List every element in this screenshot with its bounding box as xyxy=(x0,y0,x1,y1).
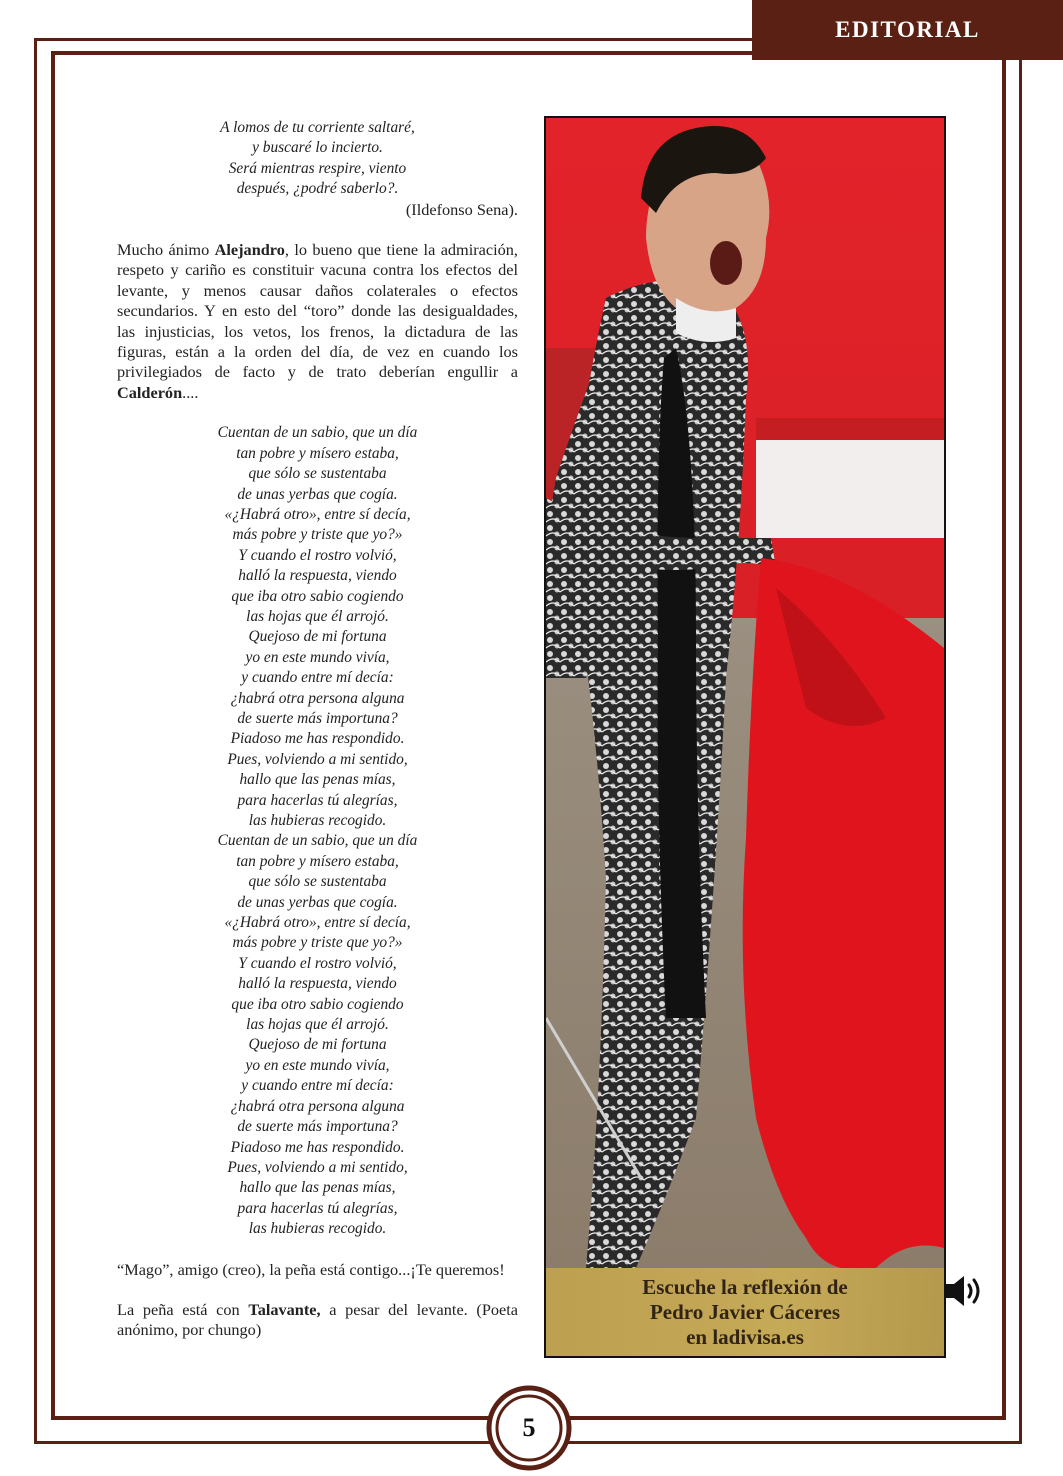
bullfighter-photo xyxy=(544,116,946,1358)
paragraph-text: La peña está con xyxy=(117,1299,249,1319)
verse-line: y cuando entre mí decía: xyxy=(241,669,394,687)
verse-line: ¿habrá otra persona alguna xyxy=(230,689,405,707)
verse-line: las hubieras recogido. xyxy=(248,1220,387,1238)
verse-line: de suerte más importuna? xyxy=(237,709,398,727)
verse-line: y cuando entre mí decía: xyxy=(241,1077,394,1095)
verse-line: Pues, volviendo a mi sentido, xyxy=(227,1158,408,1176)
verse-line: Cuentan de un sabio, que un día xyxy=(217,424,418,442)
paragraph-text: a pesar del levante. (Poeta anónimo, por chungo) xyxy=(117,1299,518,1340)
verse-line: más pobre y triste que yo?» xyxy=(232,934,403,952)
paragraph-text: .... xyxy=(182,382,199,402)
verse-line: para hacerlas tú alegrías, xyxy=(237,1199,398,1217)
verse-line: halló la respuesta, viendo xyxy=(238,567,397,585)
verse-line: tan pobre y mísero estaba, xyxy=(236,444,399,462)
verse-line: Quejoso de mi fortuna xyxy=(248,628,387,646)
section-title: EDITORIAL xyxy=(835,17,980,42)
verse-line: las hojas que él arrojó. xyxy=(246,607,389,625)
verse-line: y buscaré lo incierto. xyxy=(252,139,383,157)
page-number: 5 xyxy=(522,1413,536,1442)
paragraph-talavante xyxy=(117,1300,518,1341)
verse-line: Y cuando el rostro volvió, xyxy=(238,954,397,972)
caption-line: Pedro Javier Cáceres xyxy=(649,1299,841,1324)
verse-line: Piadoso me has respondido. xyxy=(230,730,405,748)
verse-line: Quejoso de mi fortuna xyxy=(248,1036,387,1054)
verse-line: hallo que las penas mías, xyxy=(239,771,396,789)
bullfighter-illustration xyxy=(546,118,944,1356)
verse-line: tan pobre y mísero estaba, xyxy=(236,852,399,870)
intro-verse xyxy=(117,118,518,200)
verse-line: Piadoso me has respondido. xyxy=(230,1138,405,1156)
verse-line: de suerte más importuna? xyxy=(237,1118,398,1136)
verse-line: las hojas que él arrojó. xyxy=(246,1016,389,1034)
verse-line: que sólo se sustentaba xyxy=(248,465,387,483)
verse-line: para hacerlas tú alegrías, xyxy=(237,791,398,809)
verse-line: ¿habrá otra persona alguna xyxy=(230,1097,405,1115)
verse-line: A lomos de tu corriente saltaré, xyxy=(220,119,415,136)
paragraph-text: Mucho ánimo xyxy=(117,240,215,260)
verse-line: las hubieras recogido. xyxy=(248,812,387,829)
name-talavante: Talavante, xyxy=(248,1299,321,1319)
verse-line: Cuentan de un sabio, que un día xyxy=(217,832,418,850)
verse-line: que iba otro sabio cogiendo xyxy=(231,587,404,605)
verse-line: Pues, volviendo a mi sentido, xyxy=(227,750,408,768)
caption-link[interactable]: en ladivisa.es xyxy=(686,1324,804,1349)
verse-line: «¿Habrá otro», entre sí decía, xyxy=(224,505,411,523)
verse-line: Será mientras respire, viento xyxy=(228,159,407,177)
section-tab xyxy=(752,0,1063,60)
verse-line: que sólo se sustentaba xyxy=(248,873,387,891)
speaker-icon[interactable] xyxy=(944,1272,986,1310)
verse-line: yo en este mundo vivía, xyxy=(245,648,390,666)
paragraph-text: , lo bueno que tiene la admiración, respeto y cariño es constituir vacuna contra los efectos del levante, y menos causar daños colaterales o efectos secundarios. Y en esto del “toro” donde las desigualdades, las injusticias, los vetos, los frenos, la dictadura de las figuras, están a la orden del día, de vez en cuando los privilegiados de facto y de trato deberían engullir a xyxy=(117,240,518,382)
audio-caption[interactable] xyxy=(546,1268,944,1356)
verse-line: de unas yerbas que cogía. xyxy=(237,893,398,911)
verse-line: hallo que las penas mías, xyxy=(239,1179,396,1197)
name-alejandro: Alejandro xyxy=(214,240,285,260)
verse-line: yo en este mundo vivía, xyxy=(245,1056,390,1074)
long-verse xyxy=(117,423,518,1239)
verse-line: halló la respuesta, viendo xyxy=(238,975,397,993)
paragraph-alejandro xyxy=(117,240,518,403)
verse-line: que iba otro sabio cogiendo xyxy=(231,995,404,1013)
intro-verse-attribution: (Ildefonso Sena). xyxy=(405,199,518,219)
article-text-column xyxy=(117,118,518,1341)
paragraph-mago: “Mago”, amigo (creo), la peña está contigo...¡Te queremos! xyxy=(117,1259,505,1279)
verse-line: Y cuando el rostro volvió, xyxy=(238,546,397,564)
verse-line: más pobre y triste que yo?» xyxy=(232,526,403,544)
verse-line: de unas yerbas que cogía. xyxy=(237,485,398,503)
name-calderon: Calderón xyxy=(117,382,183,402)
verse-line: después, ¿podré saberlo?. xyxy=(236,180,399,198)
verse-line: «¿Habrá otro», entre sí decía, xyxy=(224,914,411,932)
caption-line: Escuche la reflexión de xyxy=(642,1274,848,1299)
